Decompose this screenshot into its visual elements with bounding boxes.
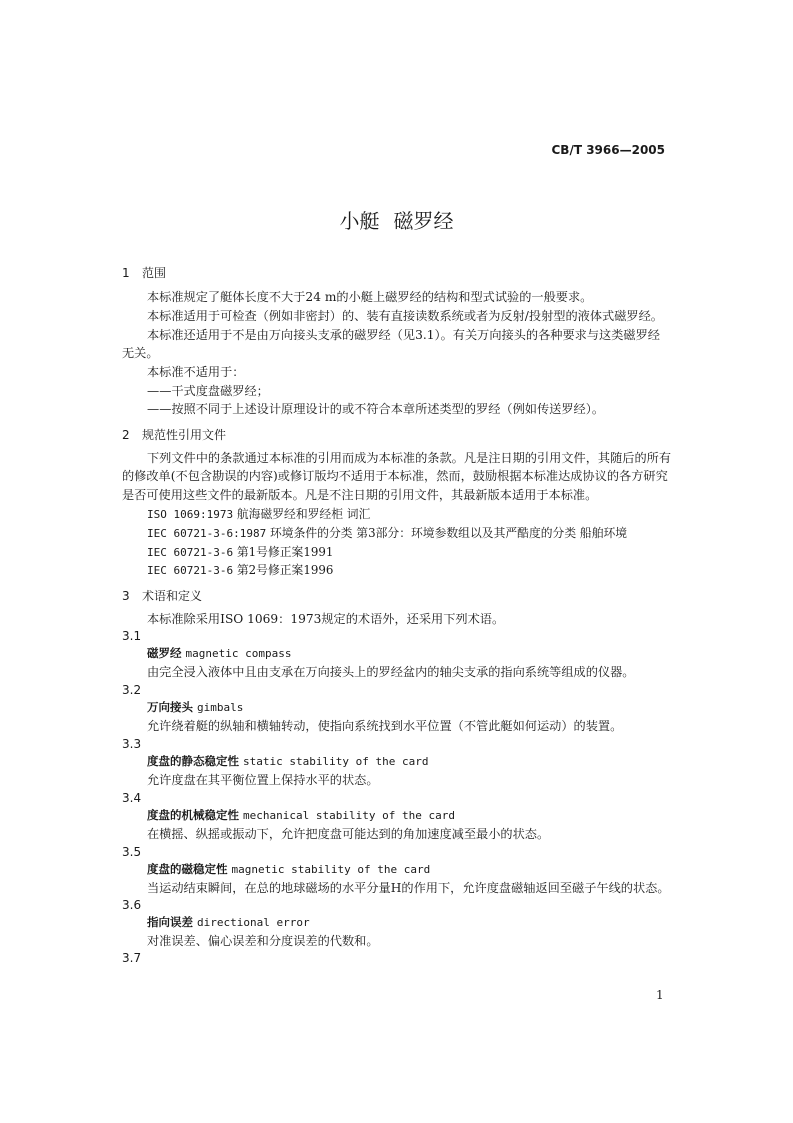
section-title: 术语和定义 bbox=[142, 589, 203, 603]
reference-code: ISO 1069:1973 bbox=[147, 508, 234, 521]
term-number: 3.5 bbox=[122, 845, 142, 859]
section-3-heading bbox=[122, 587, 202, 604]
paragraph: 本标准不适用于： bbox=[147, 365, 245, 379]
term-en: magnetic stability of the card bbox=[231, 863, 431, 876]
term-definition: 当运动结束瞬间，在总的地球磁场的水平分量H的作用下，允许度盘磁轴返回至磁子午线的状态。 bbox=[147, 881, 670, 895]
section-1-heading bbox=[122, 264, 166, 281]
section-title: 规范性引用文件 bbox=[142, 428, 227, 442]
term-heading bbox=[147, 914, 310, 930]
section-number: 3 bbox=[122, 589, 130, 603]
title-part-1: 小艇 bbox=[339, 209, 380, 233]
paragraph: 本标准还适用于不是由万向接头支承的磁罗经（见3.1）。有关万向接头的各种要求与这类磁罗经 bbox=[147, 328, 660, 342]
term-number: 3.4 bbox=[122, 791, 142, 805]
reference-title: 第1号修正案1991 bbox=[236, 545, 334, 559]
document-id: CB/T 3966—2005 bbox=[551, 143, 665, 157]
reference-item bbox=[147, 543, 333, 560]
term-definition: 由完全浸入液体中且由支承在万向接头上的罗经盆内的轴尖支承的指向系统等组成的仪器。 bbox=[147, 665, 635, 679]
reference-code: IEC 60721-3-6 bbox=[147, 546, 234, 559]
section-number: 1 bbox=[122, 266, 130, 280]
paragraph: 本标准规定了艇体长度不大于24 m的小艇上磁罗经的结构和型式试验的一般要求。 bbox=[147, 290, 593, 304]
term-definition: 在横摇、纵摇或振动下，允许把度盘可能达到的角加速度减至最小的状态。 bbox=[147, 827, 550, 841]
term-number: 3.3 bbox=[122, 737, 142, 751]
term-heading bbox=[147, 861, 430, 877]
section-number: 2 bbox=[122, 428, 130, 442]
reference-item bbox=[147, 524, 627, 541]
reference-title: 航海磁罗经和罗经柜 词汇 bbox=[236, 507, 371, 521]
list-item: ——按照不同于上述设计原理设计的或不符合本章所述类型的罗经（例如传送罗经）。 bbox=[147, 402, 605, 416]
paragraph: 本标准除采用ISO 1069：1973规定的术语外，还采用下列术语。 bbox=[147, 612, 505, 626]
title-part-2: 磁罗经 bbox=[393, 209, 454, 233]
term-number: 3.6 bbox=[122, 898, 142, 912]
section-title: 范围 bbox=[142, 266, 167, 280]
term-heading bbox=[147, 645, 291, 661]
term-zh: 万向接头 bbox=[147, 700, 193, 714]
reference-code: IEC 60721-3-6 bbox=[147, 564, 234, 577]
section-2-heading bbox=[122, 426, 226, 443]
paragraph: 本标准适用于可检查（例如非密封）的、装有直接读数系统或者为反射/投射型的液体式磁罗经。 bbox=[147, 309, 663, 323]
reference-title: 环境条件的分类 第3部分：环境参数组以及其严酷度的分类 船舶环境 bbox=[269, 526, 628, 540]
reference-code: IEC 60721-3-6:1987 bbox=[147, 527, 267, 540]
term-en: magnetic compass bbox=[185, 647, 292, 660]
term-en: static stability of the card bbox=[243, 755, 429, 768]
paragraph-continuation: 无关。 bbox=[122, 346, 159, 360]
term-number: 3.2 bbox=[122, 683, 142, 697]
term-zh: 指向误差 bbox=[147, 915, 193, 929]
list-item: ——干式度盘磁罗经； bbox=[147, 384, 269, 398]
reference-title: 第2号修正案1996 bbox=[236, 563, 334, 577]
term-number: 3.1 bbox=[122, 629, 142, 643]
page-number: 1 bbox=[656, 988, 664, 1002]
term-zh: 度盘的静态稳定性 bbox=[147, 754, 239, 768]
term-number: 3.7 bbox=[122, 951, 142, 965]
term-definition: 对准误差、偏心误差和分度误差的代数和。 bbox=[147, 934, 379, 948]
term-zh: 度盘的磁稳定性 bbox=[147, 862, 228, 876]
term-definition: 允许绕着艇的纵轴和横轴转动，使指向系统找到水平位置（不管此艇如何运动）的装置。 bbox=[147, 719, 623, 733]
term-heading bbox=[147, 753, 428, 769]
reference-item bbox=[147, 561, 333, 578]
reference-item bbox=[147, 505, 370, 522]
term-heading bbox=[147, 807, 455, 823]
term-en: gimbals bbox=[197, 701, 244, 714]
term-zh: 磁罗经 bbox=[147, 646, 182, 660]
paragraph-continuation: 的修改单(不包含勘误的内容)或修订版均不适用于本标准，然而，鼓励根据本标准达成协议的各方研究 bbox=[122, 469, 668, 483]
term-en: directional error bbox=[197, 916, 310, 929]
paragraph-continuation: 是否可使用这些文件的最新版本。凡是不注日期的引用文件，其最新版本适用于本标准。 bbox=[122, 488, 598, 502]
page-title bbox=[0, 205, 793, 234]
term-en: mechanical stability of the card bbox=[243, 809, 455, 822]
term-zh: 度盘的机械稳定性 bbox=[147, 808, 239, 822]
paragraph: 下列文件中的条款通过本标准的引用而成为本标准的条款。凡是注日期的引用文件，其随后的所有 bbox=[147, 451, 672, 465]
term-heading bbox=[147, 699, 243, 715]
term-definition: 允许度盘在其平衡位置上保持水平的状态。 bbox=[147, 773, 379, 787]
